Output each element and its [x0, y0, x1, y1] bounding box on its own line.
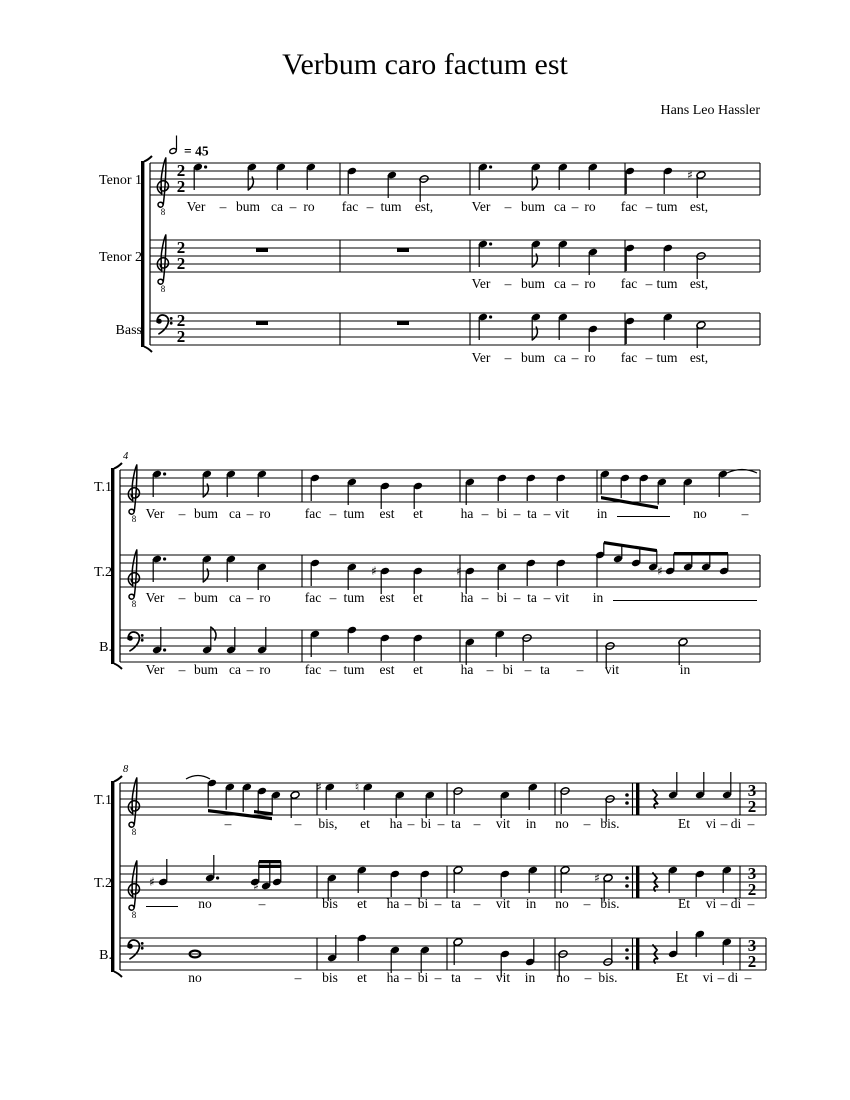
lyric-syllable: vi [702, 970, 714, 985]
accidental: ♯ [687, 168, 693, 182]
lyric-syllable: Ver [186, 199, 206, 214]
lyric-syllable: – [473, 896, 481, 911]
repeat-dots [625, 801, 629, 805]
whole-rest [256, 248, 268, 252]
piece-title: Verbum caro factum est [282, 48, 568, 81]
accidental: ♯ [456, 564, 462, 578]
lyric-syllable: bi [496, 506, 508, 521]
lyric-syllable: bi [417, 896, 429, 911]
system-bracket [144, 347, 152, 353]
lyric-syllable: – [747, 816, 755, 831]
lyric-syllable: fac [620, 350, 638, 365]
lyric-syllable: ro [259, 662, 271, 677]
lyric-syllable: – [645, 350, 653, 365]
staff-label: T.1 [93, 480, 112, 495]
lyric-syllable: – [486, 662, 494, 677]
lyric-syllable: – [434, 896, 442, 911]
lyric-syllable: – [294, 816, 302, 831]
measure-number: 4 [123, 451, 129, 462]
lyric-syllable: bum [520, 276, 546, 291]
time-signature: 2 [176, 161, 186, 180]
lyric-syllable: – [571, 350, 579, 365]
lyric-syllable: – [583, 896, 591, 911]
bass-clef-icon [141, 634, 144, 637]
lyric-syllable: no [556, 970, 570, 985]
lyric-syllable: bis. [600, 816, 620, 831]
repeat-barline [636, 783, 639, 815]
lyric-syllable: est, [689, 350, 709, 365]
repeat-dots [625, 793, 629, 797]
time-signature: 2 [176, 311, 186, 330]
lyric-syllable: – [474, 970, 482, 985]
time-signature: 2 [176, 254, 186, 273]
tempo-note-icon [169, 148, 177, 155]
composer-name: Hans Leo Hassler [660, 103, 760, 118]
repeat-dots [625, 956, 629, 960]
time-signature: 2 [747, 797, 757, 816]
beam [674, 552, 728, 555]
accidental: ♯ [657, 564, 663, 578]
whole-rest [397, 248, 409, 252]
lyric-syllable: tum [380, 199, 402, 214]
system-bracket [144, 156, 152, 162]
lyric-syllable: est, [689, 199, 709, 214]
beam [601, 496, 658, 509]
lyric-syllable: tum [656, 199, 678, 214]
whole-rest [397, 321, 409, 325]
time-signature: 2 [747, 952, 757, 971]
lyric-syllable: Ver [145, 590, 165, 605]
bass-clef-icon [128, 940, 139, 959]
lyric-syllable: – [717, 970, 725, 985]
lyric-syllable: bis, [318, 816, 338, 831]
lyric-syllable: – [219, 199, 227, 214]
lyric-syllable: ha [386, 896, 400, 911]
lyric-syllable: ha [389, 816, 403, 831]
bass-clef-icon [141, 639, 144, 642]
tempo-text: = 45 [184, 143, 209, 159]
lyric-syllable: et [357, 970, 367, 985]
beam [604, 541, 657, 552]
lyric-syllable: – [224, 816, 232, 831]
lyric-syllable: Ver [145, 662, 165, 677]
lyric-syllable: – [258, 896, 266, 911]
accidental: ♮ [354, 780, 360, 794]
lyric-syllable: Ver [471, 276, 491, 291]
lyric-syllable: fac [341, 199, 359, 214]
augmentation-dot [204, 165, 207, 168]
lyric-syllable: Ver [471, 199, 491, 214]
lyric-syllable: bis [322, 896, 338, 911]
staff-label: Tenor 2 [99, 250, 142, 265]
time-signature: 3 [747, 864, 757, 883]
accidental: ♯ [316, 780, 322, 794]
lyric-syllable: tum [343, 662, 365, 677]
octave-8-mark: 8 [160, 284, 166, 294]
lyric-syllable: in [525, 896, 537, 911]
lyric-syllable: no [555, 816, 569, 831]
lyric-syllable: no [188, 970, 202, 985]
staff-label: Bass [115, 323, 142, 338]
lyric-syllable: – [178, 590, 186, 605]
lyric-syllable: – [744, 970, 752, 985]
repeat-barline [636, 938, 639, 970]
lyric-syllable: in [679, 662, 691, 677]
lyric-syllable: vit [495, 816, 511, 831]
bass-clef-icon [170, 322, 173, 325]
lyric-syllable: vit [554, 506, 570, 521]
lyric-syllable: est [379, 590, 395, 605]
lyric-syllable: – [329, 662, 337, 677]
lyric-syllable: ro [584, 199, 596, 214]
lyric-syllable: – [720, 896, 728, 911]
lyric-syllable: di [730, 896, 742, 911]
lyric-syllable: tum [656, 350, 678, 365]
lyric-syllable: – [584, 970, 592, 985]
lyric-syllable: ta [527, 506, 537, 521]
bass-clef-icon [157, 315, 168, 334]
lyric-syllable: – [481, 506, 489, 521]
lyric-syllable: – [747, 896, 755, 911]
lyric-syllable: – [178, 506, 186, 521]
lyric-syllable: – [437, 816, 445, 831]
lyric-syllable: ca [229, 662, 241, 677]
lyric-syllable: bum [235, 199, 261, 214]
lyric-syllable: Et [676, 970, 688, 985]
time-signature: 3 [747, 936, 757, 955]
lyric-syllable: ta [451, 970, 461, 985]
lyric-syllable: et [360, 816, 370, 831]
lyric-syllable: bis [322, 970, 338, 985]
lyric-syllable: – [543, 590, 551, 605]
lyric-syllable: ca [554, 350, 566, 365]
lyric-syllable: et [357, 896, 367, 911]
lyric-syllable: fac [304, 662, 322, 677]
time-signature: 2 [747, 880, 757, 899]
lyric-syllable: – [404, 970, 412, 985]
lyric-syllable: – [407, 816, 415, 831]
system-bracket [114, 972, 122, 978]
lyric-syllable: bi [417, 970, 429, 985]
lyric-syllable: ha [460, 506, 474, 521]
lyric-syllable: – [294, 970, 302, 985]
lyric-syllable: no [693, 506, 707, 521]
lyric-syllable: bum [193, 590, 219, 605]
bass-clef-icon [141, 947, 144, 950]
beam [259, 865, 281, 868]
lyric-syllable: ro [584, 350, 596, 365]
staff-label: T.1 [93, 793, 112, 808]
lyric-syllable: fac [620, 199, 638, 214]
lyric-syllable: bi [502, 662, 514, 677]
augmentation-dot [163, 557, 166, 560]
lyric-syllable: ca [554, 276, 566, 291]
lyric-syllable: – [434, 970, 442, 985]
lyric-syllable: no [555, 896, 569, 911]
lyric-syllable: tum [343, 506, 365, 521]
lyric-syllable: – [571, 199, 579, 214]
lyric-syllable: di [727, 970, 739, 985]
beam [259, 860, 281, 863]
accidental: ♯ [594, 871, 600, 885]
repeat-barline [636, 866, 639, 898]
lyric-syllable: – [504, 276, 512, 291]
lyric-syllable: bis. [600, 896, 620, 911]
lyric-syllable: – [481, 590, 489, 605]
lyric-syllable: Ver [145, 506, 165, 521]
lyric-syllable: – [504, 199, 512, 214]
augmentation-dot [163, 472, 166, 475]
lyric-syllable: – [504, 350, 512, 365]
lyric-syllable: Et [678, 816, 690, 831]
octave-8-mark: 8 [160, 207, 166, 217]
lyric-syllable: – [289, 199, 297, 214]
lyric-syllable: vit [604, 662, 620, 677]
lyric-syllable: – [571, 276, 579, 291]
time-signature: 2 [176, 238, 186, 257]
lyric-syllable: ro [259, 590, 271, 605]
lyric-syllable: ha [460, 662, 474, 677]
lyric-syllable: no [198, 896, 212, 911]
whole-rest [256, 321, 268, 325]
lyric-syllable: fac [304, 506, 322, 521]
bass-clef-icon [170, 317, 173, 320]
augmentation-dot [216, 876, 219, 879]
lyric-syllable: ta [527, 590, 537, 605]
time-signature: 2 [176, 177, 186, 196]
lyric-syllable: et [413, 662, 423, 677]
lyric-syllable: est, [414, 199, 434, 214]
measure-number: 8 [123, 764, 129, 775]
lyric-syllable: – [178, 662, 186, 677]
lyric-syllable: – [329, 590, 337, 605]
lyric-syllable: bis. [598, 970, 618, 985]
lyric-syllable: ha [386, 970, 400, 985]
lyric-syllable: in [524, 970, 536, 985]
lyric-syllable: – [246, 590, 254, 605]
lyric-syllable: ro [584, 276, 596, 291]
lyric-syllable: vit [554, 590, 570, 605]
augmentation-dot [489, 315, 492, 318]
lyric-syllable: est [379, 506, 395, 521]
octave-8-mark: 8 [131, 599, 137, 609]
repeat-dots [625, 876, 629, 880]
staff-label: T.2 [93, 565, 112, 580]
lyric-syllable: – [524, 662, 532, 677]
bass-clef-icon [128, 632, 139, 651]
lyric-syllable: in [525, 816, 537, 831]
octave-8-mark: 8 [131, 910, 137, 920]
lyric-syllable: – [246, 662, 254, 677]
augmentation-dot [163, 648, 166, 651]
lyric-syllable: bi [496, 590, 508, 605]
lyric-syllable: ta [451, 896, 461, 911]
lyric-syllable: – [645, 199, 653, 214]
augmentation-dot [489, 242, 492, 245]
lyric-syllable: ro [303, 199, 315, 214]
lyric-syllable: – [583, 816, 591, 831]
lyric-syllable: tum [343, 590, 365, 605]
lyric-syllable: est [379, 662, 395, 677]
lyric-syllable: vit [495, 896, 511, 911]
staff-label: Tenor 1 [99, 173, 142, 188]
accidental: ♯ [253, 879, 259, 893]
lyric-syllable: – [741, 506, 749, 521]
lyric-syllable: vit [495, 970, 511, 985]
lyric-syllable: ca [554, 199, 566, 214]
lyric-syllable: bum [520, 199, 546, 214]
lyric-syllable: bum [520, 350, 546, 365]
lyric-syllable: – [329, 506, 337, 521]
lyric-syllable: Ver [471, 350, 491, 365]
system-bracket [114, 664, 122, 670]
lyric-syllable: ha [460, 590, 474, 605]
lyric-syllable: in [592, 590, 604, 605]
repeat-dots [625, 884, 629, 888]
lyric-syllable: di [730, 816, 742, 831]
staff-label: T.2 [93, 876, 112, 891]
lyric-syllable: fac [620, 276, 638, 291]
lyric-syllable: ro [259, 506, 271, 521]
lyric-syllable: in [596, 506, 608, 521]
augmentation-dot [489, 165, 492, 168]
lyric-syllable: et [413, 506, 423, 521]
lyric-syllable: – [513, 590, 521, 605]
lyric-syllable: bi [420, 816, 432, 831]
system-bracket [114, 776, 122, 782]
lyric-syllable: – [246, 506, 254, 521]
lyric-syllable: ca [271, 199, 283, 214]
lyric-syllable: ca [229, 506, 241, 521]
lyric-syllable: et [413, 590, 423, 605]
time-signature: 2 [176, 327, 186, 346]
octave-8-mark: 8 [131, 514, 137, 524]
lyric-syllable: – [404, 896, 412, 911]
lyric-syllable: – [576, 662, 584, 677]
lyric-syllable: vi [705, 896, 717, 911]
accidental: ♯ [371, 564, 377, 578]
lyric-syllable: – [645, 276, 653, 291]
lyric-syllable: – [513, 506, 521, 521]
bass-clef-icon [141, 942, 144, 945]
lyric-syllable: Et [678, 896, 690, 911]
lyric-syllable: est, [689, 276, 709, 291]
lyric-syllable: tum [656, 276, 678, 291]
lyric-syllable: vi [705, 816, 717, 831]
time-signature: 3 [747, 781, 757, 800]
system-bracket [114, 463, 122, 469]
repeat-dots [625, 948, 629, 952]
lyric-syllable: – [720, 816, 728, 831]
staff-label: B. [99, 640, 112, 655]
lyric-syllable: – [473, 816, 481, 831]
accidental: ♯ [149, 875, 155, 889]
tie [186, 776, 210, 780]
lyric-syllable: ta [540, 662, 550, 677]
octave-8-mark: 8 [131, 827, 137, 837]
lyric-syllable: – [543, 506, 551, 521]
staff-label: B. [99, 948, 112, 963]
lyric-syllable: – [366, 199, 374, 214]
lyric-syllable: bum [193, 506, 219, 521]
lyric-syllable: bum [193, 662, 219, 677]
lyric-syllable: ta [451, 816, 461, 831]
lyric-syllable: fac [304, 590, 322, 605]
lyric-syllable: ca [229, 590, 241, 605]
